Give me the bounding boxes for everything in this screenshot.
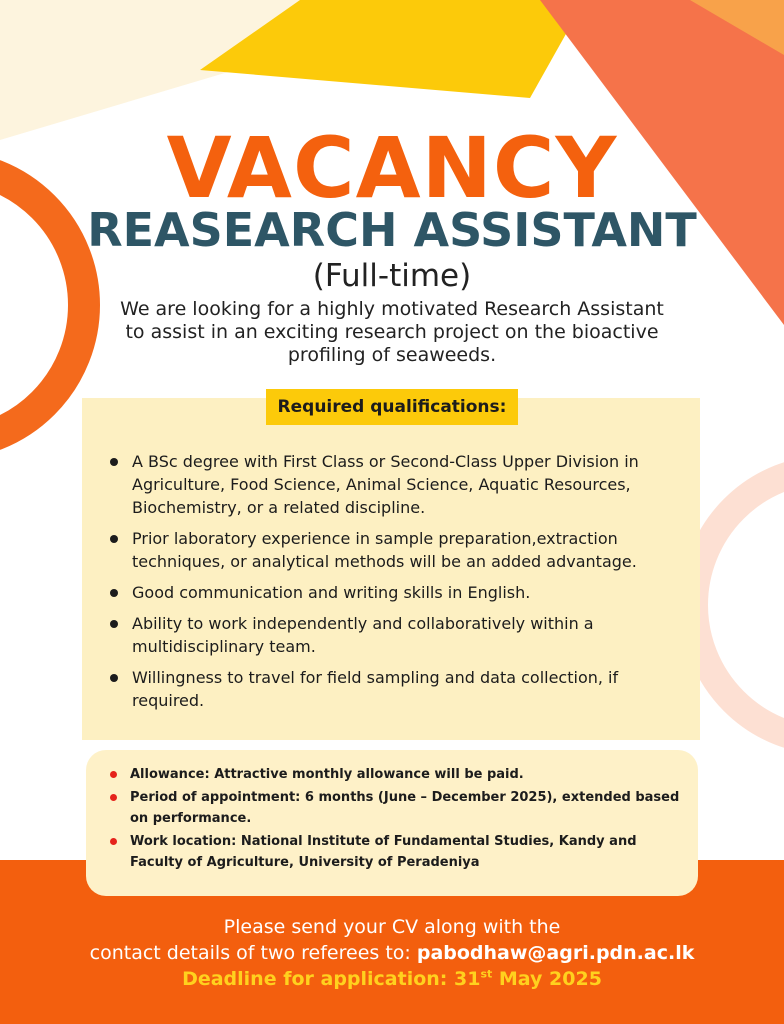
qualification-text: Good communication and writing skills in English. — [132, 583, 531, 602]
orange-accent-decoration — [690, 0, 784, 60]
detail-text: Work location: National Institute of Fundamental Studies, Kandy and Faculty of Agriculture, University of Peradeniya — [130, 834, 637, 870]
intro-text: We are looking for a highly motivated Research Assistant to assist in an exciting research project on the bioactive profiling of seaweeds. — [120, 298, 664, 366]
qualification-item — [106, 612, 676, 658]
bullet-icon — [110, 674, 118, 682]
deadline-ordinal: st — [480, 967, 493, 981]
footer-contact-line — [0, 940, 784, 966]
contact-email-link[interactable]: pabodhaw@agri.pdn.ac.lk — [416, 942, 695, 964]
qualification-text: Ability to work independently and collaboratively within a multidisciplinary team. — [132, 614, 594, 656]
qualification-text: A BSc degree with First Class or Second-Class Upper Division in Agriculture, Food Science, Animal Science, Aquatic Resources, Biochemistry, or a related discipline. — [132, 452, 639, 517]
details-list — [108, 764, 688, 875]
footer-instruction: Please send your CV along with the — [223, 916, 561, 938]
bullet-icon — [110, 589, 118, 597]
qualification-text: Willingness to travel for field sampling and data collection, if required. — [132, 668, 619, 710]
red-bullet-icon — [110, 794, 117, 801]
qualification-item — [106, 666, 676, 712]
detail-text: Allowance: Attractive monthly allowance will be paid. — [130, 767, 524, 782]
bullet-icon — [110, 535, 118, 543]
qualification-item — [106, 581, 676, 604]
qualification-text: Prior laboratory experience in sample preparation,extraction techniques, or analytical methods will be an added advantage. — [132, 529, 637, 571]
footer-contact-text: contact details of two referees to: — [89, 942, 411, 964]
deadline-line — [0, 966, 784, 992]
qualification-item — [106, 450, 676, 519]
deadline-text: Deadline for application: 31 — [182, 968, 481, 990]
position-title: REASEARCH ASSISTANT — [87, 203, 697, 257]
deadline-month: May 2025 — [492, 968, 602, 990]
detail-text: Period of appointment: 6 months (June – December 2025), extended based on performance. — [130, 790, 680, 826]
red-bullet-icon — [110, 771, 117, 778]
detail-item — [108, 764, 688, 785]
qualifications-list — [106, 450, 676, 720]
vacancy-title: VACANCY — [166, 119, 618, 217]
qualifications-label: Required qualifications: — [266, 389, 518, 425]
qualification-item — [106, 527, 676, 573]
bullet-icon — [110, 620, 118, 628]
detail-item — [108, 831, 688, 873]
bullet-icon — [110, 458, 118, 466]
employment-type: (Full-time) — [312, 258, 472, 294]
red-bullet-icon — [110, 838, 117, 845]
detail-item — [108, 787, 688, 829]
